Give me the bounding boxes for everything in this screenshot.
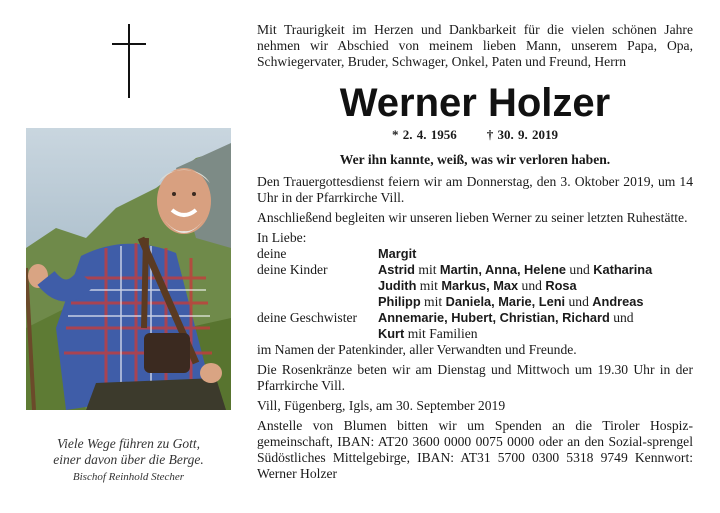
- family-name: Annemarie, Hubert, Christian, Richard: [378, 310, 610, 325]
- quote: [26, 436, 231, 485]
- family-row: [257, 246, 693, 262]
- family-row: [257, 262, 693, 278]
- death-date: † 30. 9. 2019: [486, 127, 558, 142]
- family-row: [257, 278, 693, 294]
- family-list: [257, 230, 693, 358]
- family-name: Kurt: [378, 326, 405, 341]
- motto: Wer ihn kannte, weiß, was wir verloren haben.: [339, 152, 611, 167]
- place-date: Vill, Fügenberg, Igls, am 30. September 2019: [257, 398, 506, 413]
- birth-date: * 2. 4. 1956: [392, 127, 457, 142]
- family-name: Judith: [378, 278, 417, 293]
- quote-line-2: einer davon über die Berge.: [53, 452, 204, 467]
- family-row: [257, 310, 693, 326]
- connector-text: und: [566, 262, 594, 277]
- quote-line-1: Viele Wege führen zu Gott,: [56, 436, 201, 451]
- funeral-text: Den Trauergottesdienst feiern wir am Donnerstag, den 3. Oktober 2019, um 14 Uhr in der Pfarrkirche Vill.: [257, 174, 693, 205]
- family-label: deine Geschwister: [257, 310, 358, 325]
- portrait-photo: [26, 128, 231, 410]
- family-name: Andreas: [592, 294, 644, 309]
- family-name: Philipp: [378, 294, 421, 309]
- donation-text: Anstelle von Blumen bitten wir um Spenden an die Tiroler Hospiz-gemeinschaft, IBAN: AT20 3600 0000 0075 0000 oder an den Sozial-sprengel Südöstliches Mittelgebirge, IBAN: AT31 5700 0300 5318 9749 Kennwort: Werner Holzer: [257, 418, 693, 481]
- rosary-text: Die Rosenkränze beten wir am Dienstag und Mittwoch um 19.30 Uhr in der Pfarrkirche Vill.: [257, 362, 693, 393]
- family-name: Markus, Max: [441, 278, 519, 293]
- deceased-name: Werner Holzer: [339, 81, 611, 125]
- closing-text: im Namen der Patenkinder, aller Verwandten und Freunde.: [257, 342, 577, 357]
- family-row: [257, 294, 693, 310]
- connector-text: mit: [420, 294, 446, 309]
- burial-text: Anschließend begleiten wir unseren lieben Werner zu seiner letzten Ruhestätte.: [257, 210, 688, 225]
- family-label: deine Kinder: [257, 262, 328, 277]
- family-name: Katharina: [593, 262, 653, 277]
- connector-text: mit: [416, 278, 442, 293]
- quote-author: Bischof Reinhold Stecher: [72, 471, 185, 483]
- family-name: Margit: [378, 246, 417, 261]
- connector-text: und: [565, 294, 593, 309]
- family-name: Martin, Anna, Helene: [439, 262, 567, 277]
- connector-text: und: [518, 278, 546, 293]
- connector-text: und: [609, 310, 634, 325]
- intro-text: Mit Traurigkeit im Herzen und Dankbarkeit für die vielen schönen Jahre nehmen wir Abschied von meinem lieben Mann, unserem Papa, Opa, Schwiegervater, Bruder, Schwager, Onkel, Paten und Freund, Herrn: [257, 22, 693, 69]
- cross-icon: [112, 24, 146, 98]
- family-label: deine: [257, 246, 287, 261]
- life-dates: [257, 127, 693, 143]
- family-name: Astrid: [378, 262, 415, 277]
- family-name: Rosa: [545, 278, 577, 293]
- connector-text: mit Familien: [404, 326, 478, 341]
- in-love-label: In Liebe:: [257, 230, 307, 245]
- family-name: Daniela, Marie, Leni: [445, 294, 566, 309]
- obituary-text: [257, 22, 693, 482]
- family-row: [257, 326, 693, 342]
- connector-text: mit: [414, 262, 440, 277]
